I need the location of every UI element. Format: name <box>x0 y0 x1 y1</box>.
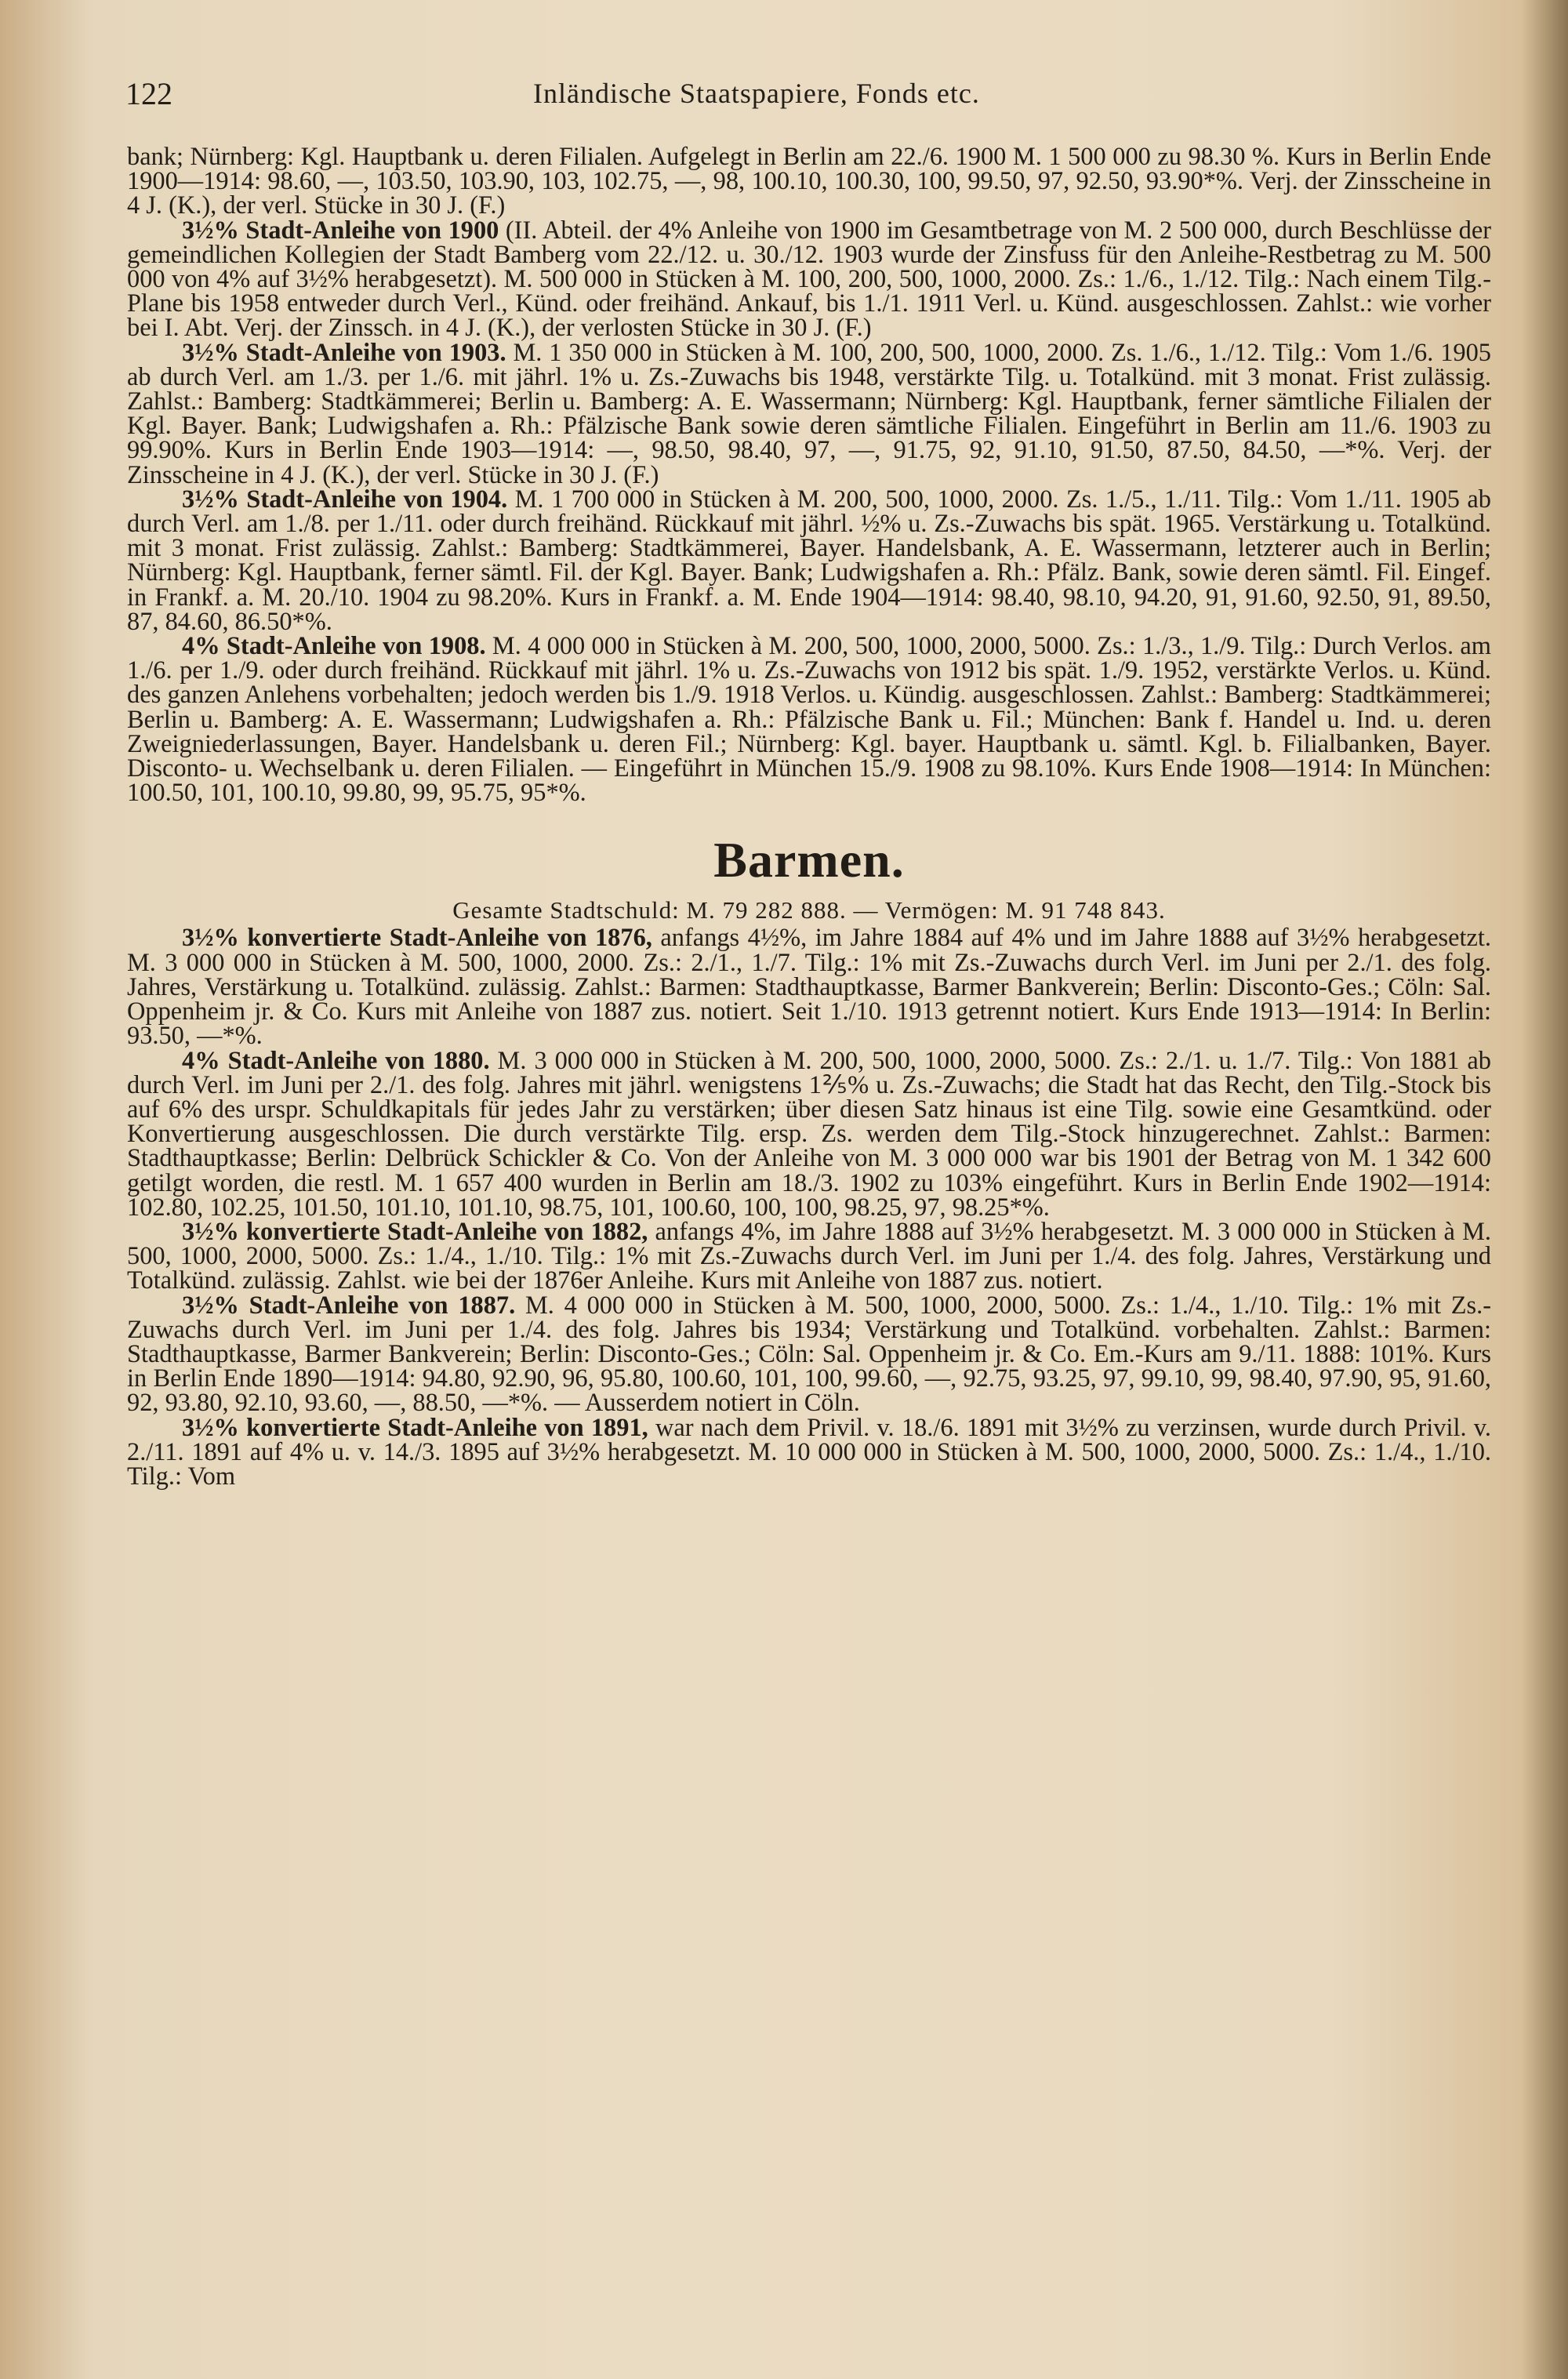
entry-text: M. 4 000 000 in Stücken à M. 200, 500, 1000, 2000, 5000. Zs.: 1./3., 1./9. Tilg.: Durch Verlos. am 1./6. per 1./9. oder durch freihänd. Rückkauf mit jährl. 1% u. Zs.-Zuwachs von 1912 bis spät. 1./9. 1952, verstärkte Verlos. u. Künd. des ganzen Anlehens vorbehalten; jedoch werden bis 1./9. 1918 Verlos. u. Kündig. ausgeschlossen. Zahlst.: Bamberg: Stadtkämmerei; Berlin u. Bamberg: A. E. Wassermann; Ludwigshafen a. Rh.: Pfälzische Bank u. Fil.; München: Bank f. Handel u. Ind. u. deren Zweigniederlassungen, Bayer. Handelsbank u. deren Fil.; Nürnberg: Kgl. bayer. Hauptbank u. sämtl. Kgl. b. Filialbanken, Bayer. Disconto- u. Wechselbank u. deren Filialen. — Eingeführt in München 15./9. 1908 zu 98.10%. Kurs Ende 1908—1914: In München: 100.50, 101, 100.10, 99.80, 99, 95.75, 95*%. <box>127 632 1491 808</box>
running-head: Inländische Staatspapiere, Fonds etc. <box>533 78 980 109</box>
entry-lead: 3½% Stadt-Anleihe von 1904. <box>182 485 508 514</box>
bamberg-entry-1903 <box>127 338 1491 489</box>
section-title-barmen: Barmen. <box>713 832 905 888</box>
entry-lead: 4% Stadt-Anleihe von 1880. <box>182 1046 490 1075</box>
bamberg-entry-1904 <box>127 485 1491 636</box>
entry-text: war nach dem Privil. v. 18./6. 1891 mit 3½% zu verzinsen, wurde durch Privil. v. 2./11. 1891 auf 4% u. v. 14./3. 1895 auf 3½% herabgesetzt. M. 10 000 000 in Stücken à M. 500, 1000, 2000, 5000. Zs.: 1./4., 1./10. Tilg.: Vom <box>127 1413 1491 1491</box>
barmen-entry-1887 <box>127 1291 1491 1418</box>
barmen-entry-1876 <box>127 924 1491 1051</box>
bamberg-entry-1900 <box>127 216 1491 343</box>
barmen-entry-1882 <box>127 1217 1491 1295</box>
entry-text: anfangs 4½%, im Jahre 1884 auf 4% und im Jahre 1888 auf 3½% herabgesetzt. M. 3 000 000 in Stücken à M. 500, 1000, 2000. Zs.: 2./1., 1./7. Tilg.: 1% mit Zs.-Zuwachs durch Verl. im Juni per 2./1. des folg. Jahres, Verstärkung u. Totalkünd. zulässig. Zahlst.: Barmen: Stadthauptkasse, Barmer Bankverein; Berlin: Disconto-Ges.; Cöln: Sal. Oppenheim jr. & Co. Kurs mit Anleihe von 1887 zus. notiert. Seit 1./10. 1913 getrennt notiert. Kurs Ende 1913—1914: In Berlin: 93.50, —*%. <box>127 924 1491 1051</box>
entry-text: M. 1 350 000 in Stücken à M. 100, 200, 500, 1000, 2000. Zs. 1./6., 1./12. Tilg.: Vom 1./6. 1905 ab durch Verl. am 1./3. per 1./6. mit jährl. 1% u. Zs.-Zuwachs bis 1948, verstärkte Tilg. u. Totalkünd. mit 3 monat. Frist zulässig. Zahlst.: Bamberg: Stadtkämmerei; Berlin u. Bamberg: A. E. Wassermann; Nürnberg: Kgl. Hauptbank, ferner sämtliche Filialen der Kgl. Bayer. Bank; Ludwigshafen a. Rh.: Pfälzische Bank sowie deren sämtliche Filialen. Eingeführt in Berlin am 11./6. 1903 zu 99.90%. Kurs in Berlin Ende 1903—1914: —, 98.50, 98.40, 97, —, 91.75, 92, 91.10, 91.50, 87.50, 84.50, —*%. Verj. der Zinsscheine in 4 J. (K.), der verl. Stücke in 30 J. (F.) <box>127 338 1491 489</box>
page-header <box>125 75 1505 122</box>
entry-lead: 3½% Stadt-Anleihe von 1903. <box>182 338 506 367</box>
barmen-entry-1891 <box>127 1413 1491 1491</box>
entry-text: M. 4 000 000 in Stücken à M. 500, 1000, 2000, 5000. Zs.: 1./4., 1./10. Tilg.: 1% mit Zs.-Zuwachs durch Verl. im Juni per 1./4. des folg. Jahres bis 1934; Verstärkung und Totalkünd. vorbehalten. Zahlst.: Barmen: Stadthauptkasse, Barmer Bankverein; Berlin: Disconto-Ges.; Cöln: Sal. Oppenheim jr. & Co. Em.-Kurs am 9./11. 1888: 101%. Kurs in Berlin Ende 1890—1914: 94.80, 92.90, 96, 95.80, 100.60, 101, 100, 99.60, —, 92.75, 93.25, 97, 99.10, 99, 98.40, 97.90, 95, 91.60, 92, 93.80, 92.10, 93.60, —, 88.50, —*%. — Ausserdem notiert in Cöln. <box>127 1291 1491 1418</box>
entry-lead: 3½% konvertierte Stadt-Anleihe von 1876, <box>182 924 652 953</box>
bamberg-entry-1908 <box>127 632 1491 808</box>
entry-text: anfangs 4%, im Jahre 1888 auf 3½% herabgesetzt. M. 3 000 000 in Stücken à M. 500, 1000, 2000, 5000. Zs.: 1./4., 1./10. Tilg.: 1% mit Zs.-Zuwachs durch Verl. im Juni per 1./4. des folg. Jahres, Verstärkung und Totalkünd. zulässig. Zahlst. wie bei der 1876er Anleihe. Kurs mit Anleihe von 1887 zus. notiert. <box>127 1217 1491 1295</box>
entry-text: (II. Abteil. der 4% Anleihe von 1900 im Gesamtbetrage von M. 2 500 000, durch Beschlüsse der gemeindlichen Kollegien der Stadt Bamberg vom 22./12. u. 30./12. 1903 wurde der Zinsfuss für den Anleihe-Restbetrag zu M. 500 000 von 4% auf 3½% herabgesetzt). M. 500 000 in Stücken à M. 100, 200, 500, 1000, 2000. Zs.: 1./6., 1./12. Tilg.: Nach einem Tilg.-Plane bis 1958 entweder durch Verl., Künd. oder freihänd. Ankauf, bis 1./1. 1911 Verl. u. Künd. ausgeschlossen. Zahlst.: wie vorher bei I. Abt. Verj. der Zinssch. in 4 J. (K.), der verlosten Stücke in 30 J. (F.) <box>127 216 1491 343</box>
entry-lead: 3½% Stadt-Anleihe von 1887. <box>182 1291 516 1320</box>
entry-lead: 3½% konvertierte Stadt-Anleihe von 1891, <box>182 1413 648 1442</box>
entry-text: M. 3 000 000 in Stücken à M. 200, 500, 1000, 2000, 5000. Zs.: 2./1. u. 1./7. Tilg.: Von 1881 ab durch Verl. im Juni per 2./1. des folg. Jahres mit jährl. wenigstens 1⅖% u. Zs.-Zuwachs; die Stadt hat das Recht, den Tilg.-Stock bis auf 6% des urspr. Schuldkapitals für jedes Jahr zu verstärken; über diesen Satz hinaus ist eine Tilg. sowie eine Gesamtkünd. oder Konvertierung ausgeschlossen. Die durch verstärkte Tilg. ersp. Zs. werden dem Tilg.-Stock hinzugerechnet. Zahlst.: Barmen: Stadthauptkasse; Berlin: Delbrück Schickler & Co. Von der Anleihe von M. 3 000 000 war bis 1901 der Betrag von M. 1 342 600 getilgt worden, die restl. M. 1 657 400 wurden in Berlin am 18./3. 1902 zu 103% eingeführt. Kurs in Berlin Ende 1902—1914: 102.80, 102.25, 101.50, 101.10, 101.10, 98.75, 101, 100.60, 100, 100, 98.25, 97, 98.25*%. <box>127 1046 1491 1222</box>
entry-lead: 3½% konvertierte Stadt-Anleihe von 1882, <box>182 1217 648 1246</box>
bamberg-continued-paragraph: bank; Nürnberg: Kgl. Hauptbank u. deren Filialen. Aufgelegt in Berlin am 22./6. 1900 M. 1 500 000 zu 98.30 %. Kurs in Berlin Ende 1900—1914: 98.60, —, 103.50, 103.90, 103, 102.75, —, 98, 100.10, 100.30, 100, 99.50, 97, 92.50, 93.90*%. Verj. der Zinsscheine in 4 J. (K.), der verl. Stücke in 30 J. (F.) <box>127 145 1491 220</box>
entry-lead: 4% Stadt-Anleihe von 1908. <box>182 632 486 661</box>
page-content <box>127 145 1491 2356</box>
entry-text: M. 1 700 000 in Stücken à M. 200, 500, 1000, 2000. Zs. 1./5., 1./11. Tilg.: Vom 1./11. 1905 ab durch Verl. am 1./8. per 1./11. oder durch freihänd. Rückkauf mit jährl. ½% u. Zs.-Zuwachs bis spät. 1965. Verstärkung u. Totalkünd. mit 3 monat. Frist zulässig. Zahlst.: Bamberg: Stadtkämmerei, Bayer. Handelsbank, A. E. Wassermann, letzterer auch in Berlin; Nürnberg: Kgl. Hauptbank, ferner sämtl. Fil. der Kgl. Bayer. Bank; Ludwigshafen a. Rh.: Pfälz. Bank, sowie deren sämtl. Fil. Eingef. in Frankf. a. M. 20./10. 1904 zu 98.20%. Kurs in Frankf. a. M. Ende 1904—1914: 98.40, 98.10, 94.20, 91, 91.60, 92.50, 91, 89.50, 87, 84.60, 86.50*%. <box>127 485 1491 636</box>
page-number: 122 <box>125 76 172 111</box>
section-subtitle-barmen: Gesamte Stadtschuld: M. 79 282 888. — Vermögen: M. 91 748 843. <box>452 896 1166 924</box>
entry-lead: 3½% Stadt-Anleihe von 1900 <box>182 216 499 245</box>
barmen-entry-1880 <box>127 1046 1491 1222</box>
